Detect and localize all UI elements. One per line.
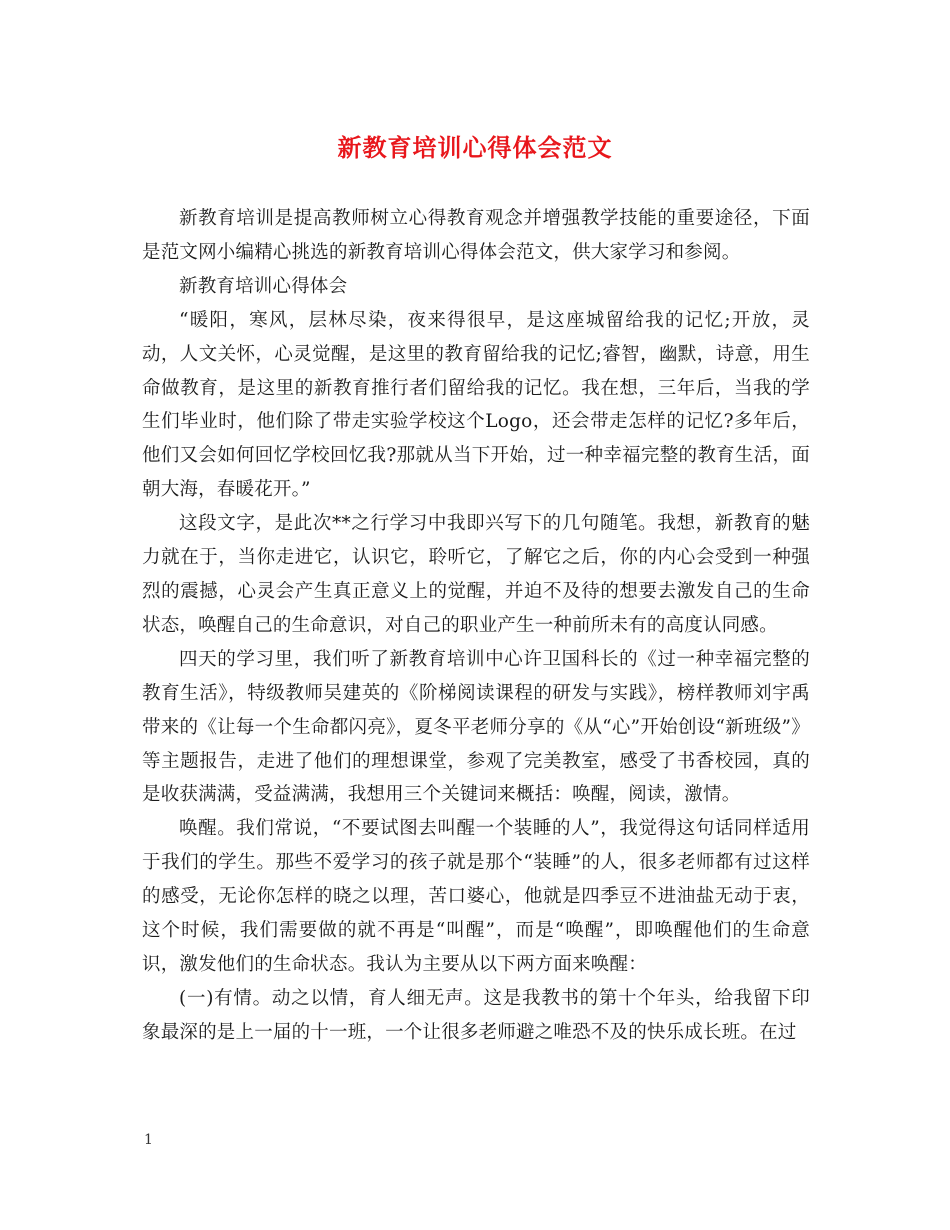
paragraph-intro: 新教育培训是提高教师树立心得教育观念并增强教学技能的重要途径，下面是范文网小编精心挑选的新教育培训心得体会范文，供大家学习和参阅。	[142, 208, 810, 263]
paragraph-awakening: 唤醒。我们常说，“不要试图去叫醒一个装睡的人”，我觉得这句话同样适用于我们的学生。那些不爱学习的孩子就是那个“装睡”的人，很多老师都有过这样的感受，无论你怎样的晓之以理，苦口婆心，他就是四季豆不进油盐无动于衷，这个时候，我们需要做的就不再是“叫醒”，而是“唤醒”，即唤醒他们的生命意识，激发他们的生命状态。我认为主要从以下两方面来唤醒：	[142, 818, 810, 975]
paragraph-reflection: 这段文字，是此次**之行学习中我即兴写下的几句随笔。我想，新教育的魅力就在于，当你走进它，认识它，聆听它，了解它之后，你的内心会受到一种强烈的震撼，心灵会产生真正意义上的觉醒，并迫不及待的想要去激发自己的生命状态，唤醒自己的生命意识，对自己的职业产生一种前所未有的高度认同感。	[142, 513, 810, 636]
page-number: 1	[144, 1132, 153, 1148]
document-title: 新教育培训心得体会范文	[337, 134, 613, 162]
paragraph-subheading: 新教育培训心得体会	[179, 275, 348, 297]
document-body	[142, 202, 810, 1050]
paragraph-study-summary: 四天的学习里，我们听了新教育培训中心许卫国科长的《过一种幸福完整的教育生活》，特级教师吴建英的《阶梯阅读课程的研发与实践》，榜样教师刘宇禹带来的《让每一个生命都闪亮》，夏冬平老师分享的《从“心”开始创设“新班级”》等主题报告，走进了他们的理想课堂，参观了完美教室，感受了书香校园，真的是收获满满，受益满满，我想用三个关键词来概括：唤醒，阅读，激情。	[142, 648, 810, 806]
paragraph-quote: “暖阳，寒风，层林尽染，夜来得很早，是这座城留给我的记忆;开放，灵动，人文关怀，心灵觉醒，是这里的教育留给我的记忆;睿智，幽默，诗意，用生命做教育，是这里的新教育推行者们留给我的记忆。我在想，三年后，当我的学生们毕业时，他们除了带走实验学校这个Logo，还会带走怎样的记忆?多年后，他们又会如何回忆学校回忆我?那就从当下开始，过一种幸福完整的教育生活，面朝大海，春暖花开。”	[142, 309, 810, 501]
paragraph-section-one: (一)有情。动之以情，育人细无声。这是我教书的第十个年头，给我留下印象最深的是上一届的十一班，一个让很多老师避之唯恐不及的快乐成长班。在过	[142, 987, 810, 1043]
